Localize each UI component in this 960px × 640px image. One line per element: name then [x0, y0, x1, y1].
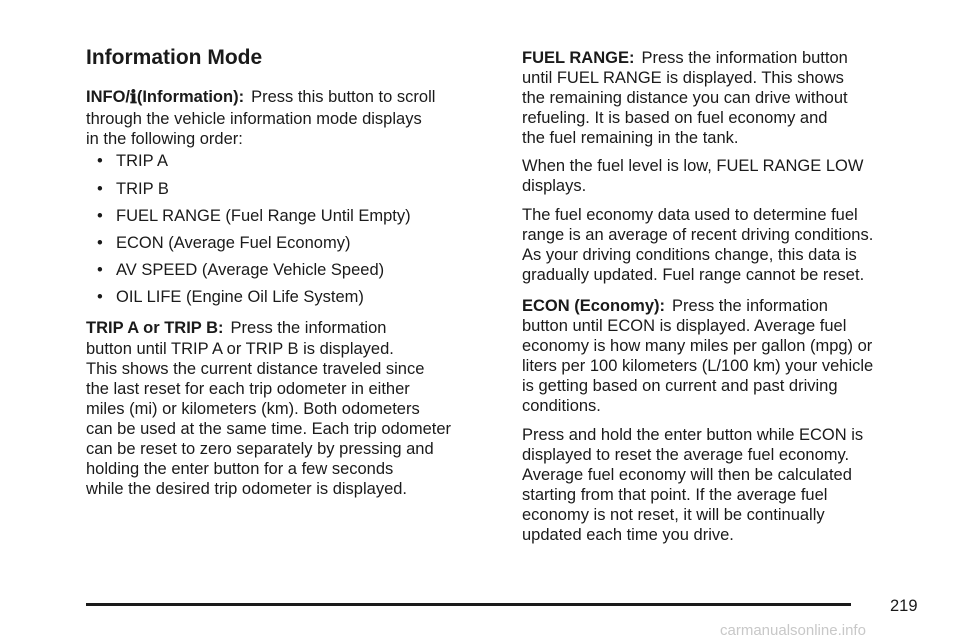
trip-line-5: miles (mi) or kilometers (km). Both odometers [86, 400, 420, 418]
fuel-range-line-1: FUEL RANGE: Press the information button [522, 49, 848, 67]
reset-line-2: displayed to reset the average fuel economy. [522, 446, 850, 464]
bullet-icon: • [97, 180, 103, 198]
fuel-data-line-4: gradually updated. Fuel range cannot be reset. [522, 266, 865, 284]
trip-line-4: the last reset for each trip odometer in either [86, 380, 410, 398]
trip-line-1: TRIP A or TRIP B: Press the information [86, 319, 387, 337]
list-item: • AV SPEED (Average Vehicle Speed) [97, 261, 385, 279]
reset-line-1: Press and hold the enter button while ECON is [522, 426, 864, 444]
info-intro-line-2: through the vehicle information mode displays [86, 110, 422, 128]
fuel-low-line-2: displays. [522, 177, 587, 195]
bullet-icon: • [97, 207, 103, 225]
fuel-range-line-5: the fuel remaining in the tank. [522, 129, 739, 147]
econ-line-3: economy is how many miles per gallon (mpg) or [522, 337, 873, 355]
list-item: • TRIP A [97, 152, 168, 170]
list-item: • TRIP B [97, 180, 169, 198]
trip-term: TRIP A or TRIP B: [86, 319, 224, 337]
fuel-range-line-3: the remaining distance you can drive without [522, 89, 848, 107]
econ-line-6: conditions. [522, 397, 601, 415]
trip-line-6: can be used at the same time. Each trip odometer [86, 420, 452, 438]
bullet-icon: • [97, 152, 103, 170]
reset-line-3: Average fuel economy will then be calculated [522, 466, 852, 484]
bullet-icon: • [97, 261, 103, 279]
fuel-range-line-4: refueling. It is based on fuel economy and [522, 109, 828, 127]
trip-line-9: while the desired trip odometer is displayed. [86, 480, 408, 498]
econ-line-4: liters per 100 kilometers (L/100 km) your vehicle [522, 357, 874, 375]
info-intro-line-1 [86, 87, 435, 108]
bullet-icon: • [97, 288, 103, 306]
fuel-data-line-2: range is an average of recent driving conditions. [522, 226, 874, 244]
trip-line-7: can be reset to zero separately by pressing and [86, 440, 434, 458]
econ-line-5: is getting based on current and past driving [522, 377, 838, 395]
trip-line-8: holding the enter button for a few seconds [86, 460, 394, 478]
reset-line-4: starting from that point. If the average fuel [522, 486, 828, 504]
fuel-range-line-2: until FUEL RANGE is displayed. This shows [522, 69, 844, 87]
econ-line-2: button until ECON is displayed. Average fuel [522, 317, 847, 335]
section-heading: Information Mode [86, 46, 263, 69]
fuel-low-line-1: When the fuel level is low, FUEL RANGE LOW [522, 157, 864, 175]
econ-term: ECON (Economy): [522, 297, 666, 315]
trip-line-3: This shows the current distance traveled since [86, 360, 425, 378]
econ-line-1: ECON (Economy): Press the information [522, 297, 828, 315]
footer-rule [86, 603, 851, 606]
list-item: • ECON (Average Fuel Economy) [97, 234, 351, 252]
info-icon: ℹ [130, 87, 137, 108]
info-intro-text: Press this button to scroll [251, 88, 436, 106]
watermark: carmanualsonline.info [720, 622, 866, 639]
fuel-data-line-3: As your driving conditions change, this data is [522, 246, 857, 264]
list-item: • OIL LIFE (Engine Oil Life System) [97, 288, 364, 306]
reset-line-5: economy is not reset, it will be continually [522, 506, 825, 524]
info-intro-line-3: in the following order: [86, 130, 243, 148]
fuel-data-line-1: The fuel economy data used to determine fuel [522, 206, 858, 224]
page-number: 219 [890, 597, 918, 615]
reset-line-6: updated each time you drive. [522, 526, 734, 544]
trip-line-2: button until TRIP A or TRIP B is displayed. [86, 340, 394, 358]
list-item: • FUEL RANGE (Fuel Range Until Empty) [97, 207, 411, 225]
fuel-range-term: FUEL RANGE: [522, 49, 635, 67]
bullet-icon: • [97, 234, 103, 252]
info-term-suffix: (Information): [136, 88, 245, 106]
info-term: INFO/ [86, 88, 130, 106]
